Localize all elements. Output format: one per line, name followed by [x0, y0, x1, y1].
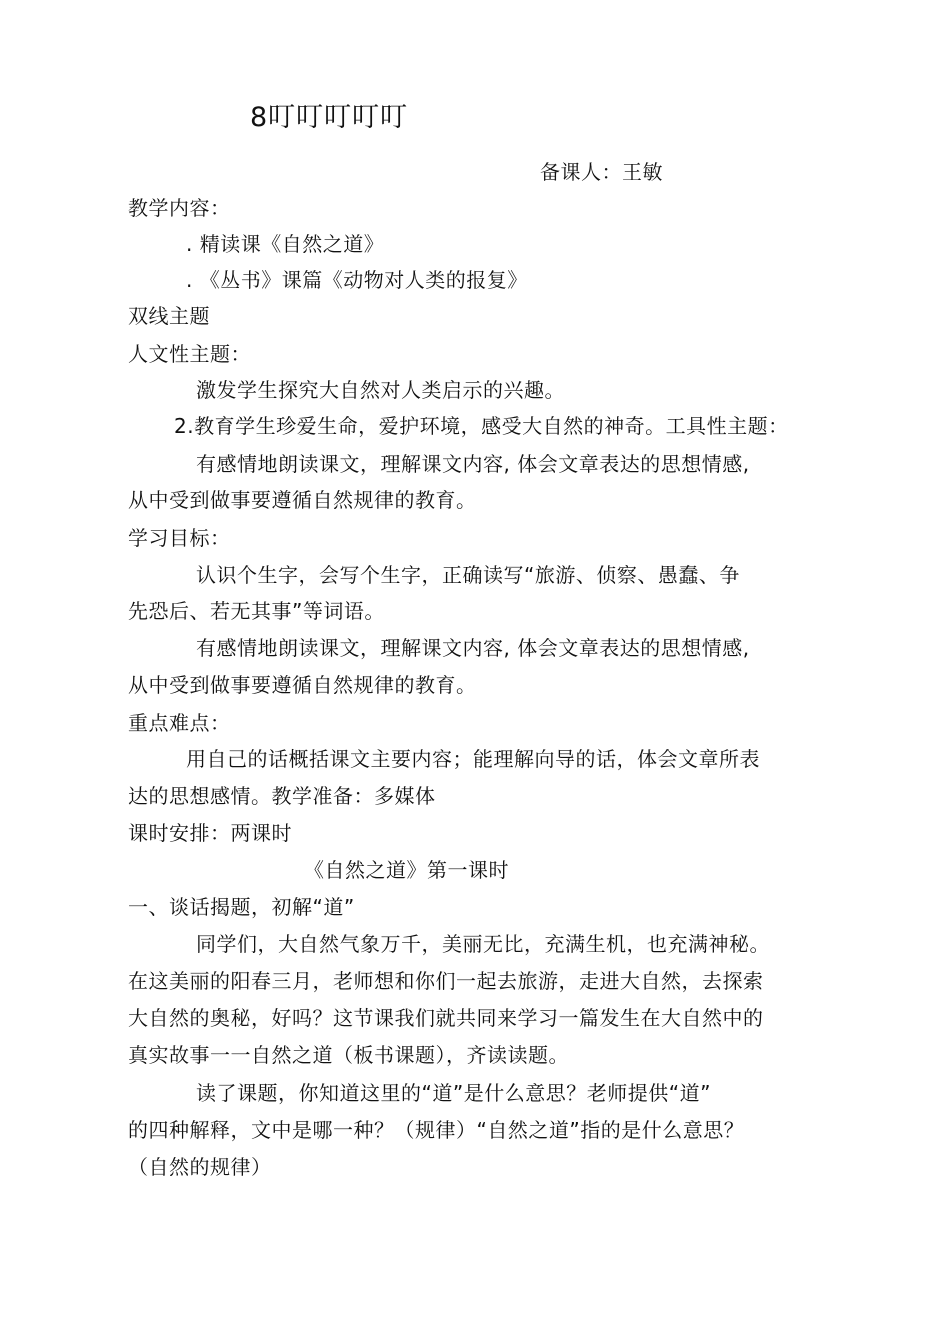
- paragraph-line: 从中受到做事要遵循自然规律的教育。: [128, 673, 477, 697]
- paragraph-line: 2.教育学生珍爱生命，爱护环境，感受大自然的神奇。工具性主题：: [174, 414, 789, 438]
- paragraph-line: 在这美丽的阳春三月，老师想和你们一起去旅游，走进大自然，去探索: [128, 969, 764, 993]
- lesson-heading: 《自然之道》第一课时: [304, 858, 509, 882]
- paragraph-line: 从中受到做事要遵循自然规律的教育。: [128, 488, 477, 512]
- paragraph-line: 真实故事一一自然之道（板书课题），齐读读题。: [128, 1043, 569, 1067]
- section-heading-part-one: 一、谈话揭题，初解“道”: [128, 895, 355, 919]
- paragraph-line: 先恐后、若无其事”等词语。: [128, 599, 385, 623]
- preparer-line: 备课人：王敏: [540, 160, 663, 184]
- section-heading-key-points: 重点难点：: [128, 711, 231, 735]
- document-title: 8叮叮叮叮叮: [250, 102, 409, 133]
- paragraph-line: 大自然的奥秘，好吗？这节课我们就共同来学习一篇发生在大自然中的: [128, 1006, 764, 1030]
- section-heading-schedule: 课时安排：两课时: [128, 821, 292, 845]
- paragraph-line: 同学们，大自然气象万千，美丽无比，充满生机，也充满神秘。: [196, 932, 770, 956]
- paragraph-line: 认识个生字，会写个生字，正确读写“旅游、侦察、愚蠢、争: [196, 563, 740, 587]
- section-heading-learning-goals: 学习目标：: [128, 526, 231, 550]
- section-heading-humanistic-theme: 人文性主题：: [128, 342, 251, 366]
- content-item-1: . 精读课《自然之道》: [186, 232, 385, 256]
- paragraph-line: 的四种解释，文中是哪一种？（规律）“自然之道”指的是什么意思？: [128, 1118, 745, 1142]
- paragraph-line: （自然的规律）: [128, 1155, 272, 1179]
- paragraph-line: 用自己的话概括课文主要内容；能理解向导的话，体会文章所表: [186, 747, 760, 771]
- section-heading-dual-theme: 双线主题: [128, 304, 210, 328]
- section-heading-teaching-content: 教学内容：: [128, 196, 231, 220]
- paragraph-line: 激发学生探究大自然对人类启示的兴趣。: [196, 378, 565, 402]
- paragraph-line: 达的思想感情。教学准备：多媒体: [128, 784, 436, 808]
- paragraph-line: 有感情地朗读课文，理解课文内容, 体会文章表达的思想情感,: [196, 452, 750, 476]
- paragraph-line: 读了课题，你知道这里的“道”是什么意思？老师提供“道”: [196, 1081, 711, 1105]
- paragraph-line: 有感情地朗读课文，理解课文内容, 体会文章表达的思想情感,: [196, 636, 750, 660]
- content-item-2: . 《丛书》课篇《动物对人类的报复》: [186, 268, 528, 292]
